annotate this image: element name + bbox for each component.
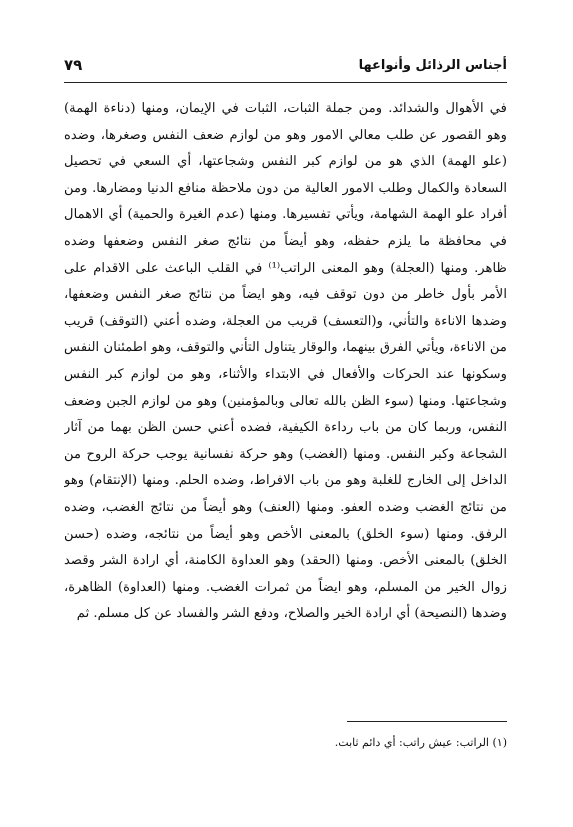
body-line: وسكونها عند الحركات والأفعال في الابتداء والأثناء، وهو من لوازم كبر النفس (64, 366, 507, 382)
body-line: أفراد علو الهمة الشهامة، ويأتي تفسيرها. ومنها (عدم الغيرة والحمية) أي الاهمال (64, 207, 507, 223)
body-line: في محافظة ما يلزم حفظه، وهو أيضاً من نتائج صغر النفس وضعفها وضده (64, 233, 507, 249)
page-number: ٧٩ (64, 56, 83, 74)
body-line: الخلق) بالمعنى الأخص. ومنها (الحقد) وهو العداوة الكامنة، أي ارادة الشر وقصد (64, 553, 507, 569)
page-header (64, 52, 507, 78)
footnote-divider (347, 721, 507, 722)
body-line: الرفق. ومنها (سوء الخلق) بالمعنى الأخص وهو أيضاً من نتائجه، وضده (حسن (64, 526, 507, 542)
body-line: الداخل إلى الخارج للغلبة وهو من باب الافراط، وضده الحلم. ومنها (الإنتقام) وهو (64, 473, 507, 489)
footnote: (١) الراتب: عيش راتب: أي دائم ثابت. (334, 736, 507, 749)
body-line: الأمر بأول خاطر من دون توقف فيه، وهو ايضاً من نتائج صغر النفس وضعفها، (64, 287, 507, 303)
scan-mark (280, 786, 300, 792)
body-line: زوال الخير من المسلم، وهو ايضاً من ثمرات الغضب. ومنها (العداوة) الظاهرة، (64, 579, 507, 595)
body-line: وضدها الاناءة والتأني، و(التعسف) قريب من العجلة، وضده أعني (التوقف) قريب (64, 313, 507, 329)
body-line: وهو القصور عن طلب معالي الامور وهو من لوازم ضعف النفس وصغرها، وضده (64, 127, 507, 143)
body-line: من نتائج الغضب وضده العفو. ومنها (العنف) وهو أيضاً من نتائج الغضب، وضده (64, 499, 507, 515)
body-line: من الاناءة، ويأتي الفرق بينهما، والوقار يتناول التأني والتوقف، وهو اطمئنان النفس (64, 340, 507, 356)
body-line: وشجاعتها. ومنها (سوء الظن بالله تعالى وبالمؤمنين) وهو من لوازم الجبن وضعف (64, 393, 507, 409)
body-line: في الأهوال والشدائد. ومن جملة الثبات، الثبات في الإيمان، ومنها (دناءة الهمة) (64, 101, 507, 116)
header-divider (64, 82, 507, 83)
body-line: السعادة والكمال وطلب الامور العالية من دون ملاحظة منافع الدنيا ومضارها. ومن (64, 180, 507, 196)
body-line: النفس، وربما كان من باب رداءة الكيفية، فضده أعني حسن الظن بهما من آثار (64, 420, 507, 436)
body-line: ظاهر. ومنها (العجلة) وهو المعنى الراتب⁽¹⁾ في القلب الباعث على الاقدام على (64, 260, 507, 276)
body-text (64, 96, 507, 628)
running-title: أجناس الرذائل وأنواعها (358, 57, 507, 73)
body-line: وضدها (النصيحة) أي ارادة الخير والصلاح، ودفع الشر والفساد عن كل مسلم. ثم (76, 606, 507, 622)
body-line: (علو الهمة) الذي هو من لوازم كبر النفس وشجاعتها، أي السعي في تحصيل (64, 154, 507, 170)
body-line: الشجاعة وكبر النفس. ومنها (الغضب) وهو حركة نفسانية يوجب حركة الروح من (64, 446, 507, 462)
